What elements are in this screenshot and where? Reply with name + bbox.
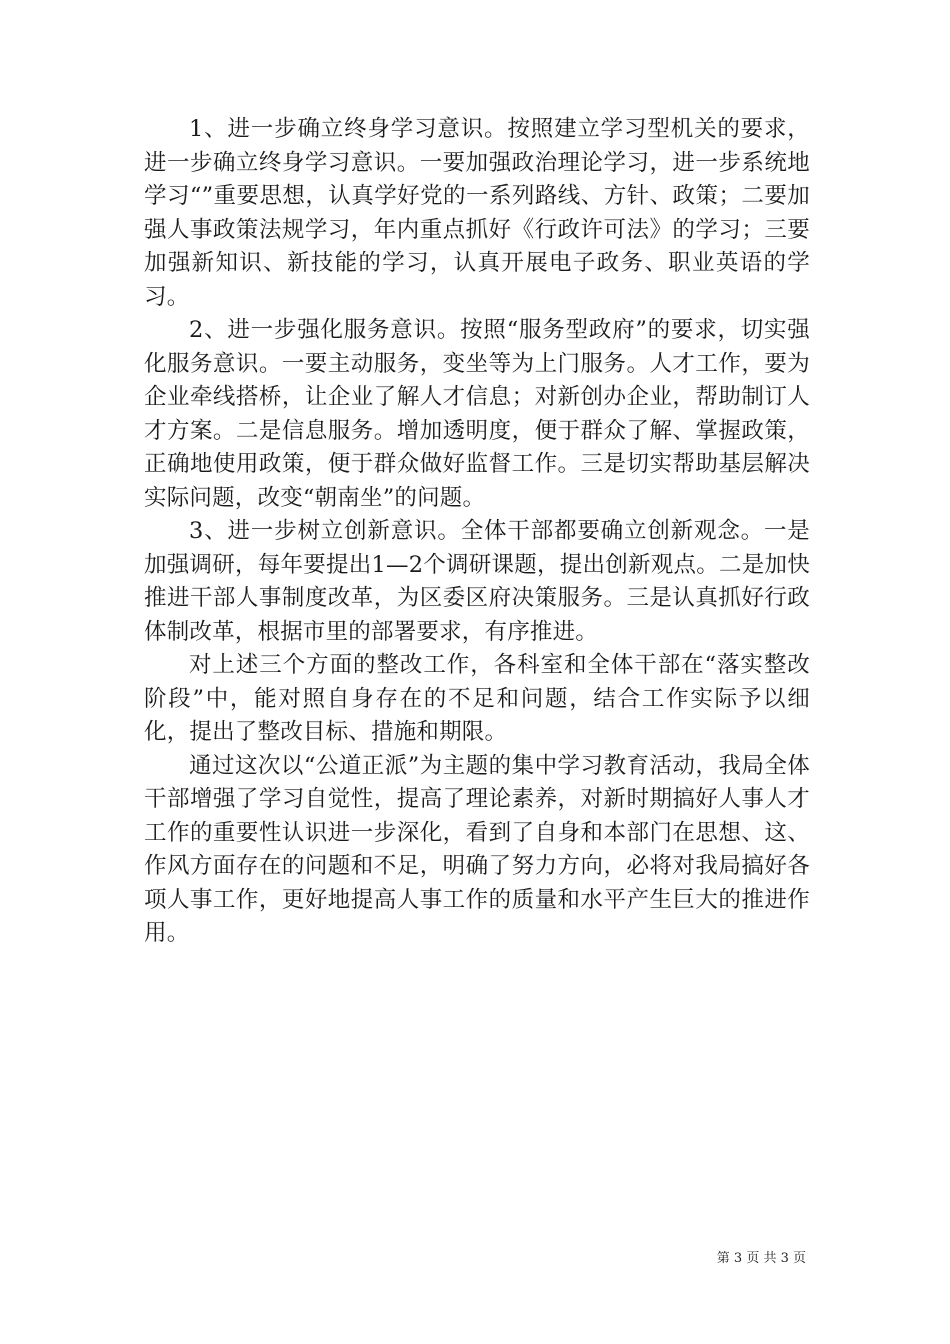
paragraph-conclusion: 通过这次以“公道正派”为主题的集中学习教育活动，我局全体干部增强了学习自觉性，提高了理论素养，对新时期搞好人事人才工作的重要性认识进一步深化，看到了自身和本部门在思想、这、作风方面存在的问题和不足，明确了努力方向，必将对我局搞好各项人事工作，更好地提高人事工作的质量和水平产生巨大的推进作用。: [144, 752, 810, 946]
paragraph-service-awareness: 2、进一步强化服务意识。按照“服务型政府”的要求，切实强化服务意识。一要主动服务，变坐等为上门服务。人才工作，要为企业牵线搭桥，让企业了解人才信息；对新创办企业，帮助制订人才方案。二是信息服务。增加透明度，便于群众了解、掌握政策，正确地使用政策，便于群众做好监督工作。三是切实帮助基层解决实际问题，改变“朝南坐”的问题。: [144, 317, 810, 511]
page-number: 第 3 页 共 3 页: [716, 1251, 806, 1266]
paragraph-lifelong-learning: 1、进一步确立终身学习意识。按照建立学习型机关的要求，进一步确立终身学习意识。一要加强政治理论学习，进一步系统地学习“”重要思想，认真学好党的一系列路线、方针、政策；二要加强人事政策法规学习，年内重点抓好《行政许可法》的学习；三要加强新知识、新技能的学习，认真开展电子政务、职业英语的学习。: [144, 116, 810, 310]
paragraph-rectification: 对上述三个方面的整改工作，各科室和全体干部在“落实整改阶段”中，能对照自身存在的不足和问题，结合工作实际予以细化，提出了整改目标、措施和期限。: [144, 652, 810, 745]
paragraph-innovation-awareness: 3、进一步树立创新意识。全体干部都要确立创新观念。一是加强调研，每年要提出1—2个调研课题，提出创新观点。二是加快推进干部人事制度改革，为区委区府决策服务。三是认真抓好行政体制改革，根据市里的部署要求，有序推进。: [144, 518, 810, 645]
document-body: [144, 113, 810, 951]
